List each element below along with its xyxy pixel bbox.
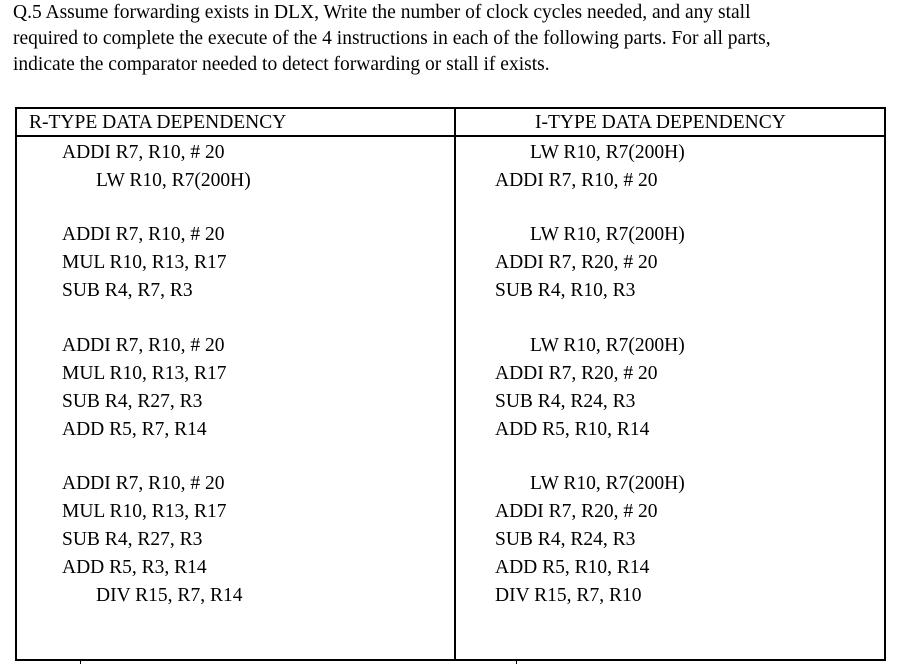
- tick-mark: [80, 660, 81, 664]
- itype-part3-line4: ADD R5, R10, R14: [495, 419, 650, 440]
- rtype-part2-line1: ADDI R7, R10, # 20: [62, 224, 225, 245]
- rtype-part4-line3: SUB R4, R27, R3: [62, 529, 203, 550]
- rtype-part3-line1: ADDI R7, R10, # 20: [62, 335, 225, 356]
- itype-part2-line3: SUB R4, R10, R3: [495, 280, 636, 301]
- column-divider: [454, 109, 456, 659]
- rtype-part4-line1: ADDI R7, R10, # 20: [62, 473, 225, 494]
- question-text: [13, 0, 893, 78]
- itype-part4-line5: DIV R15, R7, R10: [495, 585, 642, 606]
- itype-part3-line3: SUB R4, R24, R3: [495, 391, 636, 412]
- rtype-part2-line2: MUL R10, R13, R17: [62, 252, 227, 273]
- itype-part3-line2: ADDI R7, R20, # 20: [495, 363, 658, 384]
- itype-part2-line2: ADDI R7, R20, # 20: [495, 252, 658, 273]
- rtype-part3-line3: SUB R4, R27, R3: [62, 391, 203, 412]
- itype-part3-line1: LW R10, R7(200H): [530, 335, 685, 356]
- header-itype: I-TYPE DATA DEPENDENCY: [535, 112, 786, 133]
- rtype-part2-line3: SUB R4, R7, R3: [62, 280, 193, 301]
- rtype-part3-line2: MUL R10, R13, R17: [62, 363, 227, 384]
- question-line: indicate the comparator needed to detect forwarding or stall if exists.: [13, 54, 550, 75]
- itype-part1-line1: LW R10, R7(200H): [530, 142, 685, 163]
- header-rtype: R-TYPE DATA DEPENDENCY: [29, 112, 287, 133]
- rtype-part4-line5: DIV R15, R7, R14: [96, 585, 243, 606]
- header-divider: [17, 135, 884, 137]
- tick-mark: [516, 660, 517, 664]
- itype-part4-line1: LW R10, R7(200H): [530, 473, 685, 494]
- rtype-part1-line2: LW R10, R7(200H): [96, 170, 251, 191]
- itype-part4-line3: SUB R4, R24, R3: [495, 529, 636, 550]
- rtype-part4-line4: ADD R5, R3, R14: [62, 557, 207, 578]
- itype-part4-line2: ADDI R7, R20, # 20: [495, 501, 658, 522]
- itype-part4-line4: ADD R5, R10, R14: [495, 557, 650, 578]
- itype-part1-line2: ADDI R7, R10, # 20: [495, 170, 658, 191]
- itype-part2-line1: LW R10, R7(200H): [530, 224, 685, 245]
- question-line: required to complete the execute of the 4 instructions in each of the following parts. For all parts,: [13, 28, 771, 49]
- rtype-part4-line2: MUL R10, R13, R17: [62, 501, 227, 522]
- rtype-part1-line1: ADDI R7, R10, # 20: [62, 142, 225, 163]
- question-line: Q.5 Assume forwarding exists in DLX, Write the number of clock cycles needed, and any stall: [13, 2, 751, 23]
- rtype-part3-line4: ADD R5, R7, R14: [62, 419, 207, 440]
